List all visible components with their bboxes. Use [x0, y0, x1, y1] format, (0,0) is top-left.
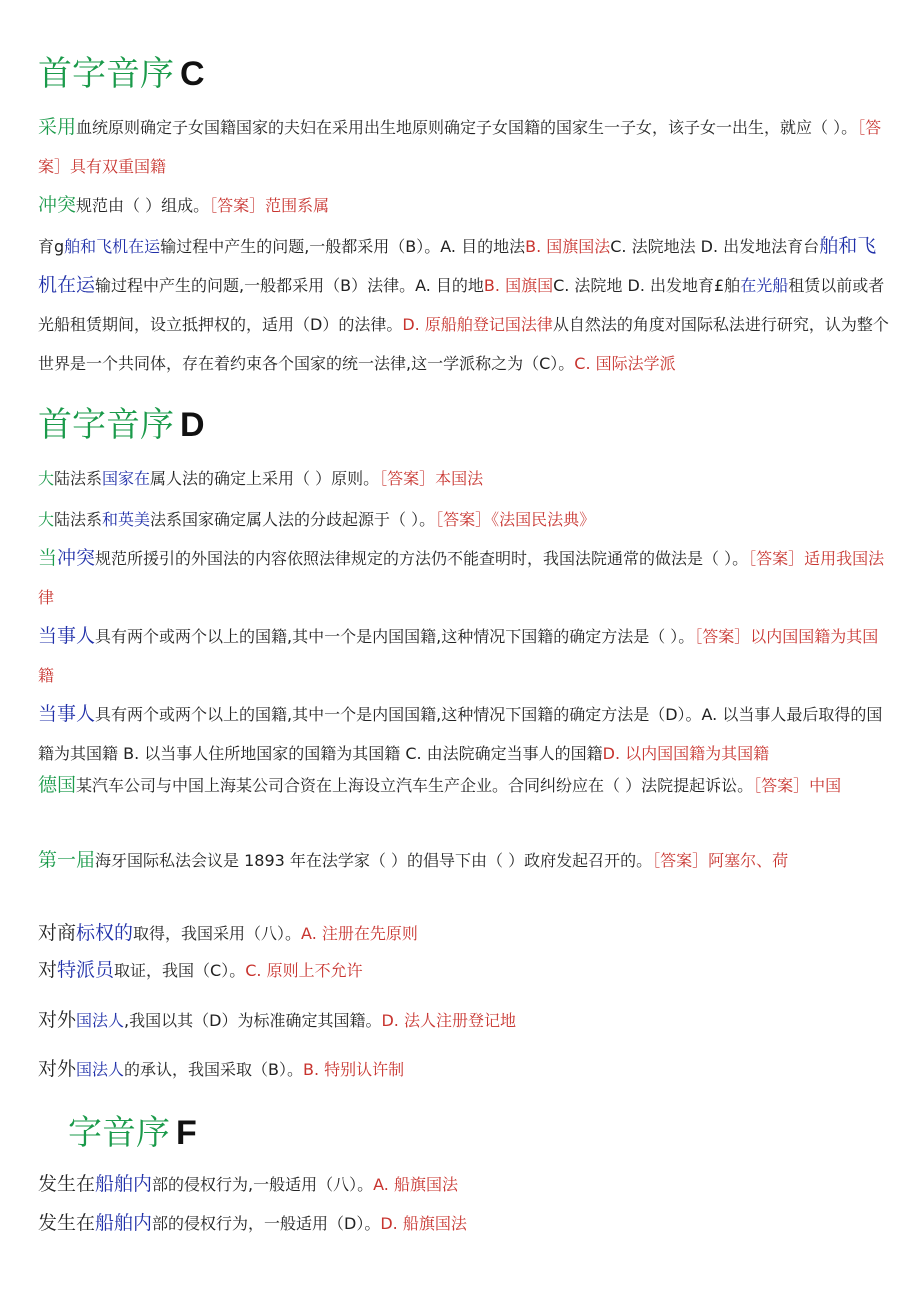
item-d-1	[38, 459, 890, 498]
item-text: 具有两个或两个以上的国籍,其中一个是内国国籍,这种情况下国籍的确定方法是（D）。A. 以当事人最后取得的国籍为其国籍 B. 以当事人住所地国家的国籍为其国籍 C. 由法院确定当事人的国籍	[38, 705, 883, 763]
section-letter: F	[176, 1114, 197, 1152]
item-text: C. 法院地 D. 出发地育£舶	[553, 276, 741, 295]
item-lead: 大	[38, 510, 55, 529]
item-answer: D. 原船舶登记国法律	[402, 315, 553, 334]
item-lead: 发生在	[38, 1173, 96, 1195]
item-lead: 采用	[38, 116, 77, 138]
item-answer: C. 国际法学派	[574, 354, 676, 373]
item-answer: C. 原则上不允许	[245, 961, 363, 980]
section-letter: C	[180, 55, 205, 93]
item-f-1	[38, 1165, 890, 1204]
item-answer: D. 法人注册登记地	[381, 1011, 516, 1030]
section-letter: D	[180, 406, 205, 444]
item-lead: 发生在	[38, 1212, 96, 1234]
item-lead: 第一届	[38, 849, 96, 871]
item-answer: ［答案］以内国国籍为其国籍	[38, 627, 879, 685]
item-text: 具有两个或两个以上的国籍,其中一个是内国国籍,这种情况下国籍的确定方法是（ ）。	[95, 627, 695, 646]
item-text: 取证，我国（C）。	[114, 961, 246, 980]
section-heading-text: 首字音序	[38, 54, 174, 94]
item-d-9	[38, 951, 890, 990]
item-answer: ［答案］具有双重国籍	[38, 118, 882, 176]
item-text: 法系国家确定属人法的分歧起源于（ ）。	[150, 510, 436, 529]
item-text: 陆法系	[54, 510, 103, 529]
item-text: 的承认，我国采取（B）。	[124, 1060, 304, 1079]
item-lead: 对外	[38, 1009, 77, 1031]
section-heading-d	[38, 405, 205, 445]
item-mid: 舶和飞机在运	[64, 237, 161, 256]
item-text: 从自然法的角度对国际私法进行研究，认为整个世界是一个共同体，存在着约束各个国家的统一法律,这一学派称之为（C）。	[38, 315, 889, 373]
item-mid: 在光船	[740, 276, 789, 295]
item-lead-blue: 冲突	[57, 547, 96, 569]
item-text: 取得，我国采用（八）。	[133, 924, 302, 943]
item-d-6	[38, 766, 890, 805]
item-answer: ［答案］阿塞尔、荷	[652, 851, 789, 870]
item-mid: 国法人	[76, 1060, 125, 1079]
item-c-2	[38, 186, 890, 225]
item-mid: 和英美	[102, 510, 151, 529]
item-text: 输过程中产生的问题,一般都采用（B）法律。A. 目的地	[95, 276, 484, 295]
item-text: 陆法系	[54, 469, 103, 488]
item-text: ,我国以其（D）为标准确定其国籍。	[124, 1011, 382, 1030]
item-lead: 大	[38, 469, 55, 488]
item-d-10	[38, 1001, 890, 1040]
section-heading-f	[68, 1113, 197, 1153]
section-heading-c	[38, 54, 205, 94]
item-lead: 德国	[38, 774, 77, 796]
item-d-2	[38, 500, 890, 539]
item-text: 部的侵权行为，一般适用（D）。	[152, 1214, 381, 1233]
item-d-7	[38, 841, 890, 880]
item-text: 属人法的确定上采用（ ）原则。	[150, 469, 380, 488]
section-heading-text: 字音序	[68, 1113, 170, 1153]
item-answer: B. 国旗国法	[525, 237, 611, 256]
item-answer: ［答案］本国法	[379, 469, 484, 488]
item-mid: 船舶内	[95, 1212, 153, 1234]
item-text: 租赁以前或者光船租赁期间，设立抵押权的，适用（D）的法律。	[38, 276, 885, 334]
item-answer: D. 船旗国法	[380, 1214, 467, 1233]
item-d-5	[38, 695, 890, 773]
item-answer: B. 国旗国	[483, 276, 554, 295]
item-text: 海牙国际私法会议是 1893 年在法学家（ ）的倡导下由（ ）政府发起召开的。	[95, 851, 653, 870]
item-text: 血统原则确定子女国籍国家的夫妇在采用出生地原则确定子女国籍的国家生一子女，该子女一出生，就应（ ）。	[76, 118, 858, 137]
item-text: 某汽车公司与中国上海某公司合资在上海设立汽车生产企业。合同纠纷应在（ ）法院提起诉讼。	[76, 776, 754, 795]
item-answer: A. 注册在先原则	[301, 924, 418, 943]
item-lead: 对商	[38, 922, 77, 944]
item-mid: 标权的	[76, 922, 134, 944]
item-text: 输过程中产生的问题,一般都采用（B）。A. 目的地法	[160, 237, 526, 256]
item-d-11	[38, 1050, 890, 1089]
item-d-4	[38, 617, 890, 695]
item-lead-blue: 当事人	[38, 625, 96, 647]
item-mid: 国家在	[102, 469, 151, 488]
item-answer: ［答案］《法国民法典》	[435, 510, 596, 529]
item-answer: ［答案］适用我国法律	[38, 549, 885, 607]
item-pre: 育g	[38, 237, 65, 256]
item-d-8	[38, 914, 890, 953]
item-lead: 对外	[38, 1058, 77, 1080]
item-lead-blue: 当事人	[38, 703, 96, 725]
item-answer: ［答案］中国	[753, 776, 842, 795]
item-d-3	[38, 539, 890, 617]
item-c-1	[38, 108, 890, 186]
item-answer: B. 特别认许制	[303, 1060, 405, 1079]
item-answer: ［答案］范围系属	[209, 196, 330, 215]
item-mid: 特派员	[57, 959, 115, 981]
item-lead: 冲突	[38, 194, 77, 216]
item-mid: 舶和飞机在运	[38, 235, 877, 296]
item-mid: 国法人	[76, 1011, 125, 1030]
item-text: C. 法院地法 D. 出发地法育台	[610, 237, 820, 256]
item-lead: 对	[38, 959, 58, 981]
item-text: 规范所援引的外国法的内容依照法律规定的方法仍不能查明时，我国法院通常的做法是（ ）。	[95, 549, 749, 568]
item-answer: D. 以内国国籍为其国籍	[602, 744, 770, 763]
item-lead: 当	[38, 547, 58, 569]
item-answer: A. 船旗国法	[373, 1175, 458, 1194]
item-f-2	[38, 1204, 890, 1243]
item-text: 部的侵权行为,一般适用（八）。	[152, 1175, 374, 1194]
section-heading-text: 首字音序	[38, 405, 174, 445]
item-c-3	[38, 227, 890, 383]
item-text: 规范由（ ）组成。	[76, 196, 210, 215]
item-mid: 船舶内	[95, 1173, 153, 1195]
